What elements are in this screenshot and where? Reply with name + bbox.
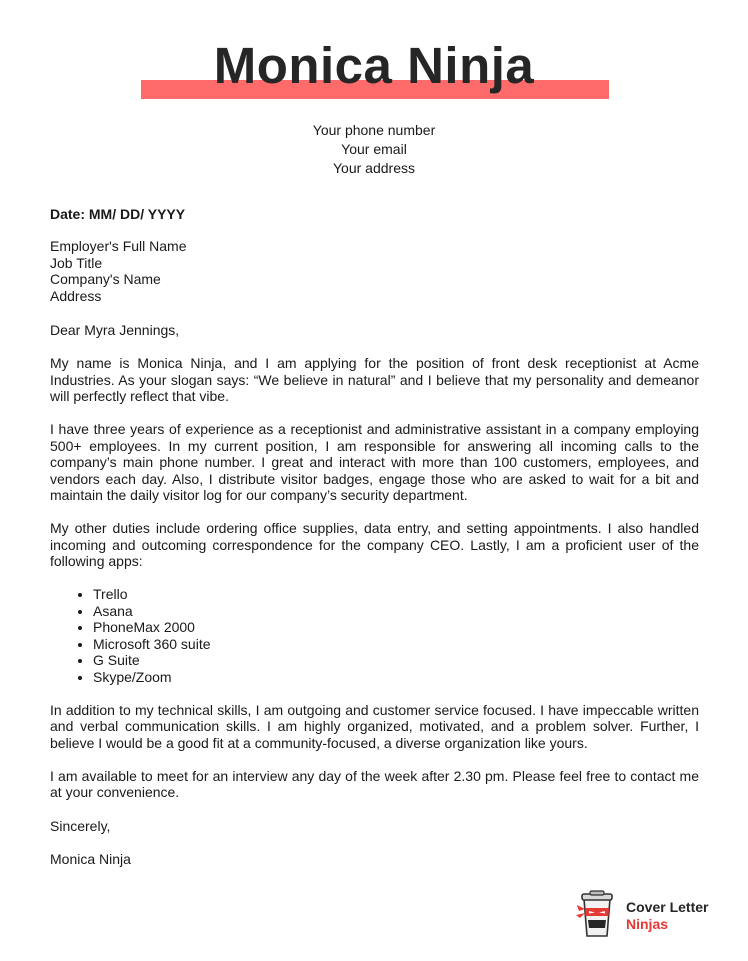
closing: Sincerely,: [50, 818, 111, 834]
cover-letter-ninjas-logo: [575, 890, 735, 938]
employer-block: [50, 238, 699, 304]
letter-body: [50, 355, 699, 817]
paragraph-duties: My other duties include ordering office supplies, data entry, and setting appointments. I also handled incoming and outcoming correspondence for the company CEO. Lastly, I am a proficient user of the following apps:: [50, 520, 699, 569]
letter-date: Date: MM/ DD/ YYYY: [50, 206, 186, 222]
list-item: • Trello: [93, 586, 699, 603]
logo-line-1: Cover Letter: [626, 899, 709, 915]
list-item: • Asana: [93, 603, 699, 620]
employer-company: Company's Name: [50, 271, 161, 287]
paragraph-skills: In addition to my technical skills, I am outgoing and customer service focused. I have impeccable written and verbal communication skills. I am highly organized, motivated, and a problem solver. Further, I believe I would be a good fit at a community-focused, a diverse organization like yours.: [50, 701, 699, 751]
contact-phone: Your phone number: [312, 122, 436, 138]
list-item: • PhoneMax 2000: [93, 619, 699, 636]
logo-text: [626, 899, 708, 933]
list-item: • Microsoft 360 suite: [93, 636, 699, 653]
logo-line-2: Ninjas: [626, 916, 669, 932]
salutation: Dear Myra Jennings,: [50, 322, 180, 338]
paragraph-availability: I am available to meet for an interview any day of the week after 2.30 pm. Please feel free to contact me at your convenience.: [50, 767, 699, 800]
employer-job-title: Job Title: [50, 254, 103, 271]
contact-email: Your email: [341, 141, 407, 157]
contact-address: Your address: [333, 160, 415, 176]
paragraph-experience: I have three years of experience as a receptionist and administrative assistant in a company employing 500+ employees. In my current position, I am responsible for answering all incoming calls to the company’s main phone number. I great and interact with more than 100 customers, employees, and vendors each day. Also, I distribute visitor badges, engage those who are asked to wait for a bit and maintain the daily visitor log for our company’s security department.: [50, 421, 699, 503]
list-item: • Skype/Zoom: [93, 669, 699, 686]
apps-list: [50, 586, 699, 685]
employer-address: Address: [50, 287, 102, 304]
letter-header: [0, 0, 748, 110]
contact-info: [0, 121, 748, 178]
applicant-name: Monica Ninja: [213, 37, 535, 94]
paragraph-intro: My name is Monica Ninja, and I am applying for the position of front desk receptionist at Acme Industries. As your slogan says: “We believe in natural” and I believe that my personality and demeanor will perfectly reflect that vibe.: [50, 355, 699, 404]
signature: Monica Ninja: [50, 851, 131, 867]
employer-full-name: Employer's Full Name: [50, 238, 187, 254]
list-item: • G Suite: [93, 652, 699, 669]
ninja-mascot-icon: [575, 890, 619, 938]
